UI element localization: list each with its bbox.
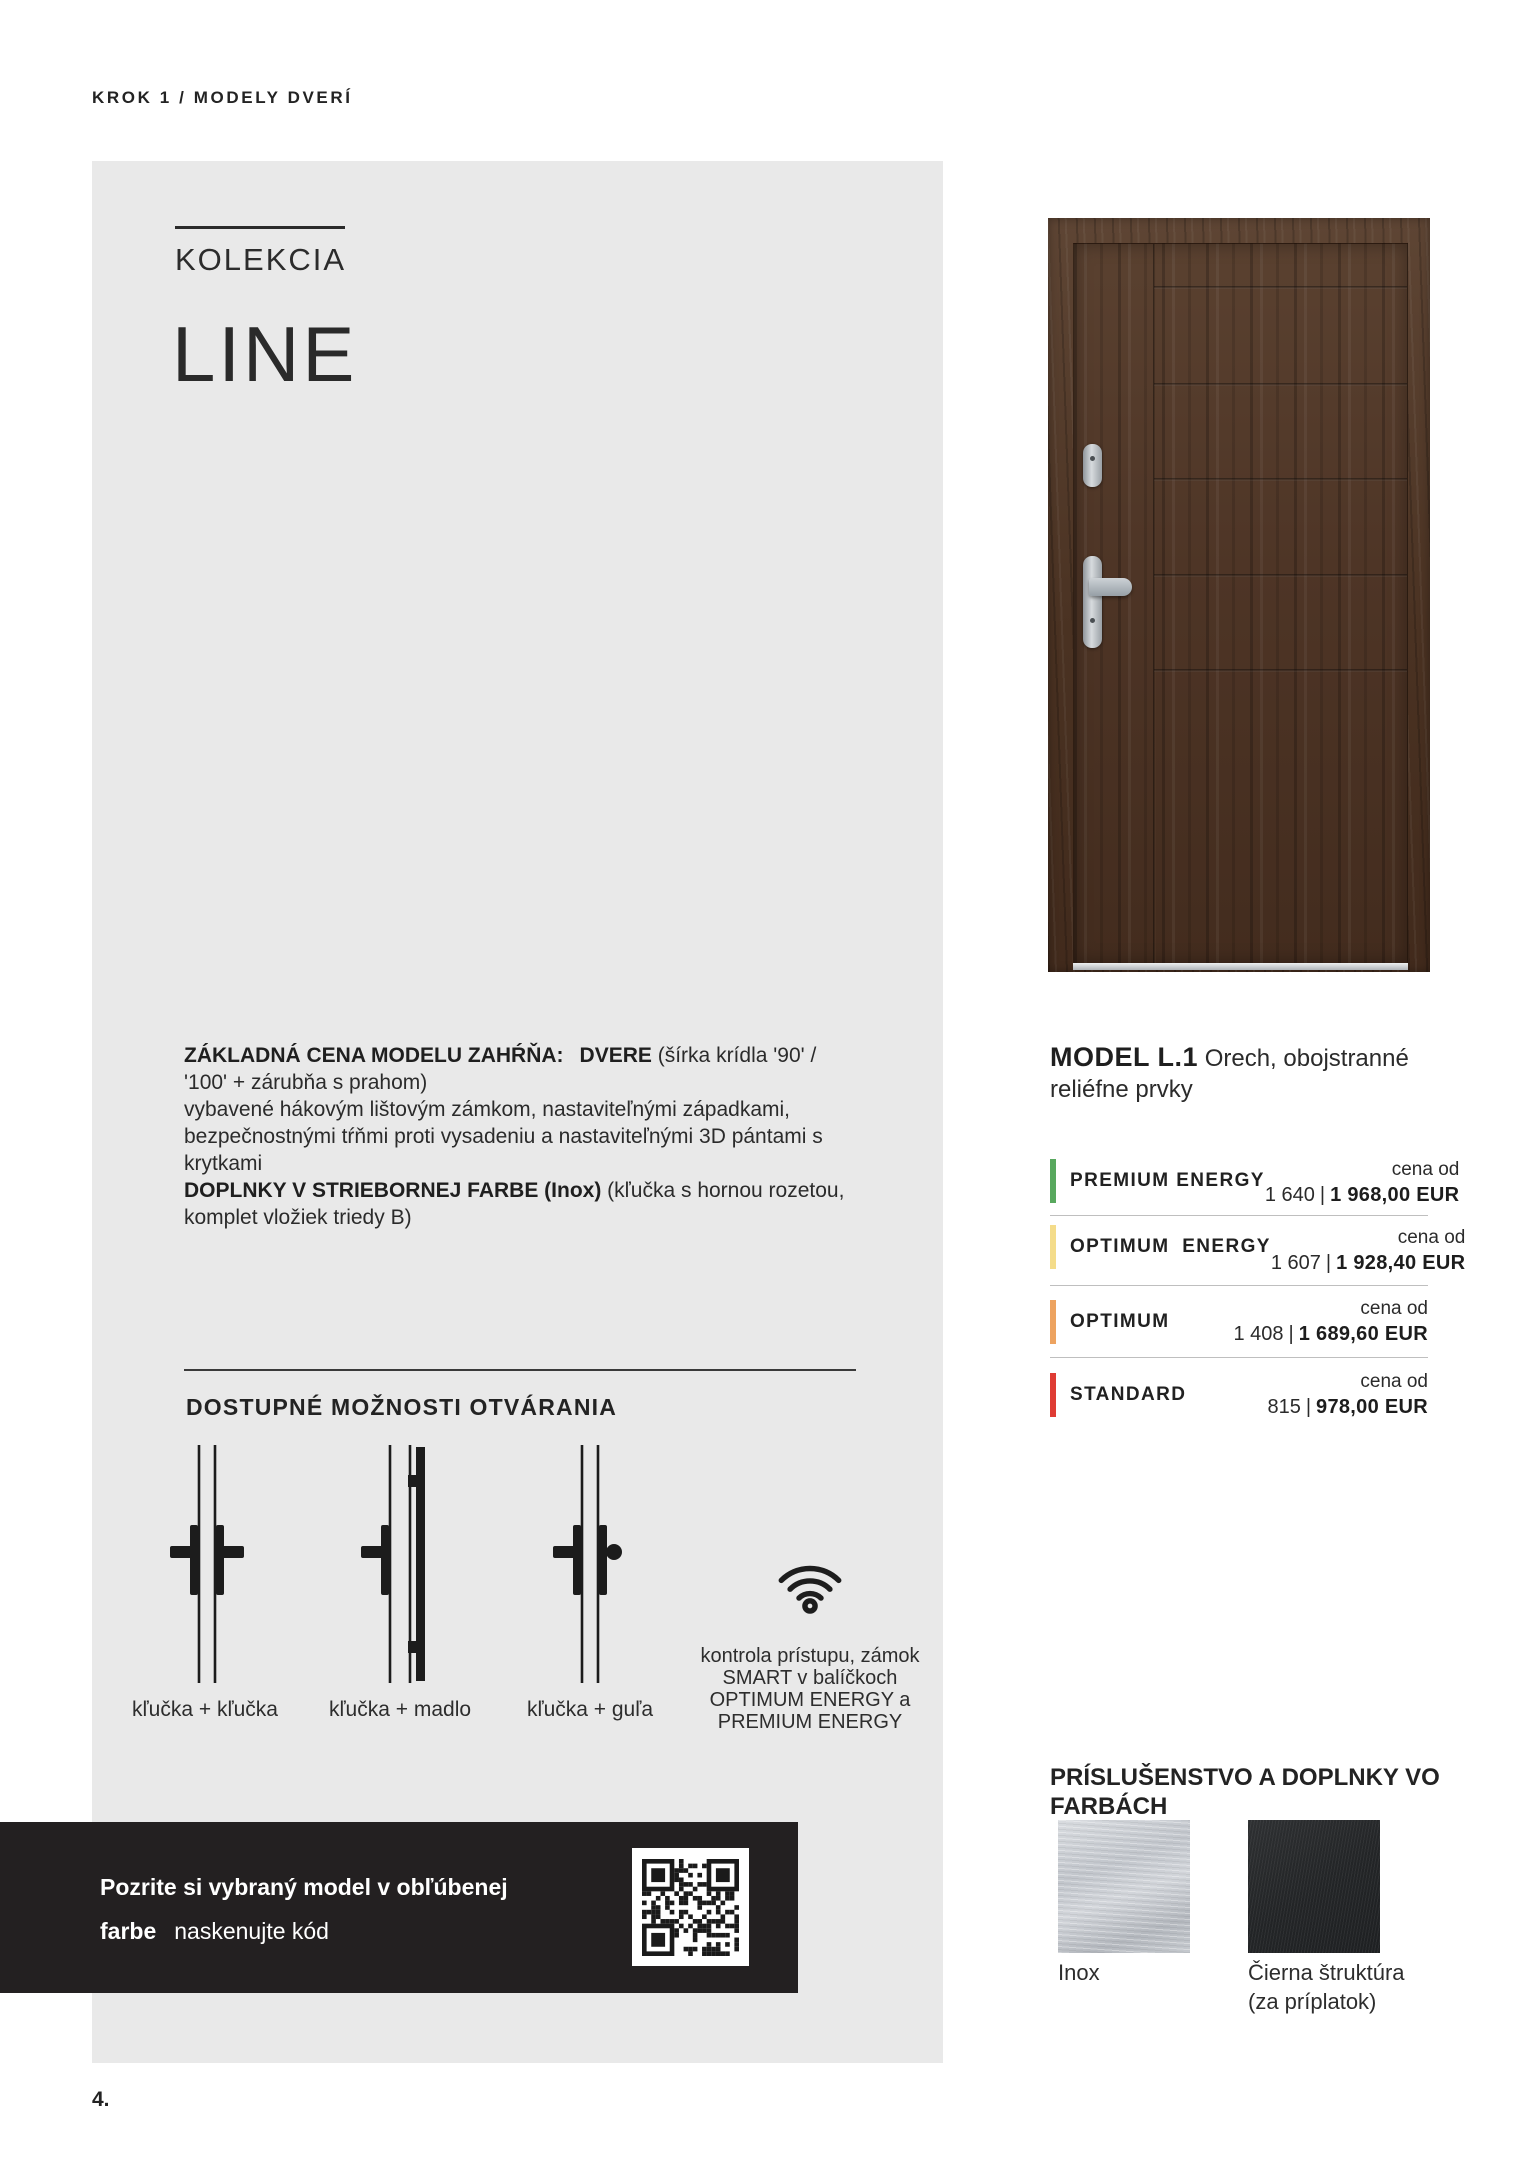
step-heading: KROK 1 / MODELY DVERÍ xyxy=(92,88,353,107)
qr-banner xyxy=(0,1822,798,1993)
door-photo xyxy=(1048,218,1430,972)
door-lock-cylinder xyxy=(1083,444,1102,487)
tier-name: PREMIUM ENERGY xyxy=(1070,1170,1265,1191)
tier-color-bar xyxy=(1050,1159,1056,1203)
wifi-icon xyxy=(771,1548,849,1614)
opening-option-label: kľučka + kľučka xyxy=(132,1698,278,1721)
tier-price xyxy=(1271,1252,1466,1275)
collection-label: KOLEKCIA xyxy=(175,242,347,277)
door-handle-lever xyxy=(1089,578,1132,596)
qr-code xyxy=(632,1848,749,1966)
door-leaf xyxy=(1073,243,1408,964)
base-price-description xyxy=(184,1042,864,1231)
door-groove xyxy=(1154,574,1407,577)
price-separator: | xyxy=(1325,1251,1332,1274)
desc-bold-dvere: DVERE xyxy=(579,1044,652,1067)
section-divider xyxy=(184,1369,856,1371)
price-tier-row-premium-energy xyxy=(1050,1150,1460,1216)
opening-option-handle-pullbar xyxy=(315,1445,485,1722)
tier-name: STANDARD xyxy=(1070,1384,1187,1405)
desc-bold-doplnky: DOPLNKY V STRIEBORNEJ FARBE (Inox) xyxy=(184,1179,602,1202)
swatch-label-text: Čierna štruktúra xyxy=(1248,1960,1405,1985)
swatch-black-structure xyxy=(1248,1820,1380,1953)
swatch-inox xyxy=(1058,1820,1190,1953)
tier-eur-price: 978,00 EUR xyxy=(1316,1396,1428,1418)
door-vertical-groove xyxy=(1153,244,1156,963)
model-description: Orech, obojstranné reliéfne prvky xyxy=(1050,1045,1409,1103)
swatch-label-note: (za príplatok) xyxy=(1248,1989,1377,2014)
opening-option-handle-handle xyxy=(120,1445,290,1722)
collection-rule xyxy=(175,226,345,229)
model-title xyxy=(1050,1042,1452,1105)
door-groove xyxy=(1154,383,1407,386)
tier-eur-price: 1 928,40 EUR xyxy=(1336,1251,1466,1274)
desc-regular-2: vybavené hákovým lištovým zámkom, nastaviteľnými západkami, bezpečnostnými tŕňmi proti vysadeniu a nastaviteľnými 3D pántami s krytkami xyxy=(184,1098,823,1175)
tier-base-price: 1 640 xyxy=(1264,1183,1315,1206)
tier-color-bar xyxy=(1050,1225,1056,1269)
opening-option-label: kľučka + madlo xyxy=(328,1698,472,1721)
desc-regular-3: (kľučka s hornou rozetou, komplet vložiek triedy B) xyxy=(184,1179,845,1229)
door-threshold xyxy=(1073,963,1408,970)
tier-base-price: 1 408 xyxy=(1233,1322,1284,1345)
price-separator: | xyxy=(1319,1183,1326,1206)
banner-bold-word: farbe xyxy=(100,1918,157,1944)
tier-eur-price: 1 968,00 EUR xyxy=(1330,1183,1460,1206)
tier-name: OPTIMUM ENERGY xyxy=(1070,1236,1271,1257)
collection-panel xyxy=(92,161,943,2063)
opening-option-handle-knob xyxy=(505,1445,675,1722)
collection-name: LINE xyxy=(172,310,358,398)
tier-color-bar xyxy=(1050,1373,1056,1417)
door-groove xyxy=(1154,286,1407,289)
handle-pullbar-icon xyxy=(354,1445,446,1683)
price-tier-row-standard xyxy=(1050,1358,1428,1432)
swatch-label-black-structure xyxy=(1248,1958,1428,2016)
handle-knob-icon xyxy=(544,1445,636,1683)
price-from-label: cena od xyxy=(1397,1226,1466,1248)
desc-bold-intro: ZÁKLADNÁ CENA MODELU ZAHŔŇA: xyxy=(184,1044,564,1067)
price-tier-row-optimum-energy xyxy=(1050,1216,1466,1286)
tier-base-price: 815 xyxy=(1267,1396,1301,1418)
price-tier-row-optimum xyxy=(1050,1286,1428,1358)
tier-color-bar xyxy=(1050,1300,1056,1344)
qr-banner-text xyxy=(100,1874,508,1945)
page-number: 4. xyxy=(92,2088,110,2111)
banner-regular-text: naskenujte kód xyxy=(174,1918,329,1944)
door-groove xyxy=(1154,669,1407,672)
price-from-label: cena od xyxy=(1360,1297,1428,1319)
swatch-label-inox: Inox xyxy=(1058,1960,1100,1985)
tier-base-price: 1 607 xyxy=(1270,1251,1321,1274)
desc-regular-1: (šírka krídla '90' / '100' + zárubňa s prahom) xyxy=(184,1044,817,1094)
banner-bold-line: Pozrite si vybraný model v obľúbenej xyxy=(100,1874,508,1900)
tier-price xyxy=(1267,1396,1428,1419)
opening-option-label: kľučka + guľa xyxy=(526,1698,654,1721)
door-handle-plate xyxy=(1083,556,1102,648)
price-separator: | xyxy=(1288,1322,1294,1345)
price-separator: | xyxy=(1305,1396,1312,1418)
door-groove xyxy=(1154,478,1407,481)
smart-lock-option xyxy=(700,1548,920,1733)
tier-price xyxy=(1265,1184,1460,1207)
tier-name: OPTIMUM xyxy=(1070,1310,1170,1332)
handle-handle-icon xyxy=(159,1445,251,1683)
smart-lock-note: kontrola prístupu, zámok SMART v balíčkoch OPTIMUM ENERGY a PREMIUM ENERGY xyxy=(700,1645,920,1733)
accessories-title: PRÍSLUŠENSTVO A DOPLNKY VO FARBÁCH xyxy=(1050,1764,1440,1820)
model-name: MODEL L.1 xyxy=(1050,1042,1199,1072)
tier-price xyxy=(1233,1323,1428,1346)
price-from-label: cena od xyxy=(1391,1158,1460,1180)
opening-options-title: DOSTUPNÉ MOŽNOSTI OTVÁRANIA xyxy=(186,1394,618,1420)
price-from-label: cena od xyxy=(1360,1371,1428,1392)
tier-eur-price: 1 689,60 EUR xyxy=(1298,1322,1428,1345)
price-list xyxy=(1050,1150,1466,1432)
